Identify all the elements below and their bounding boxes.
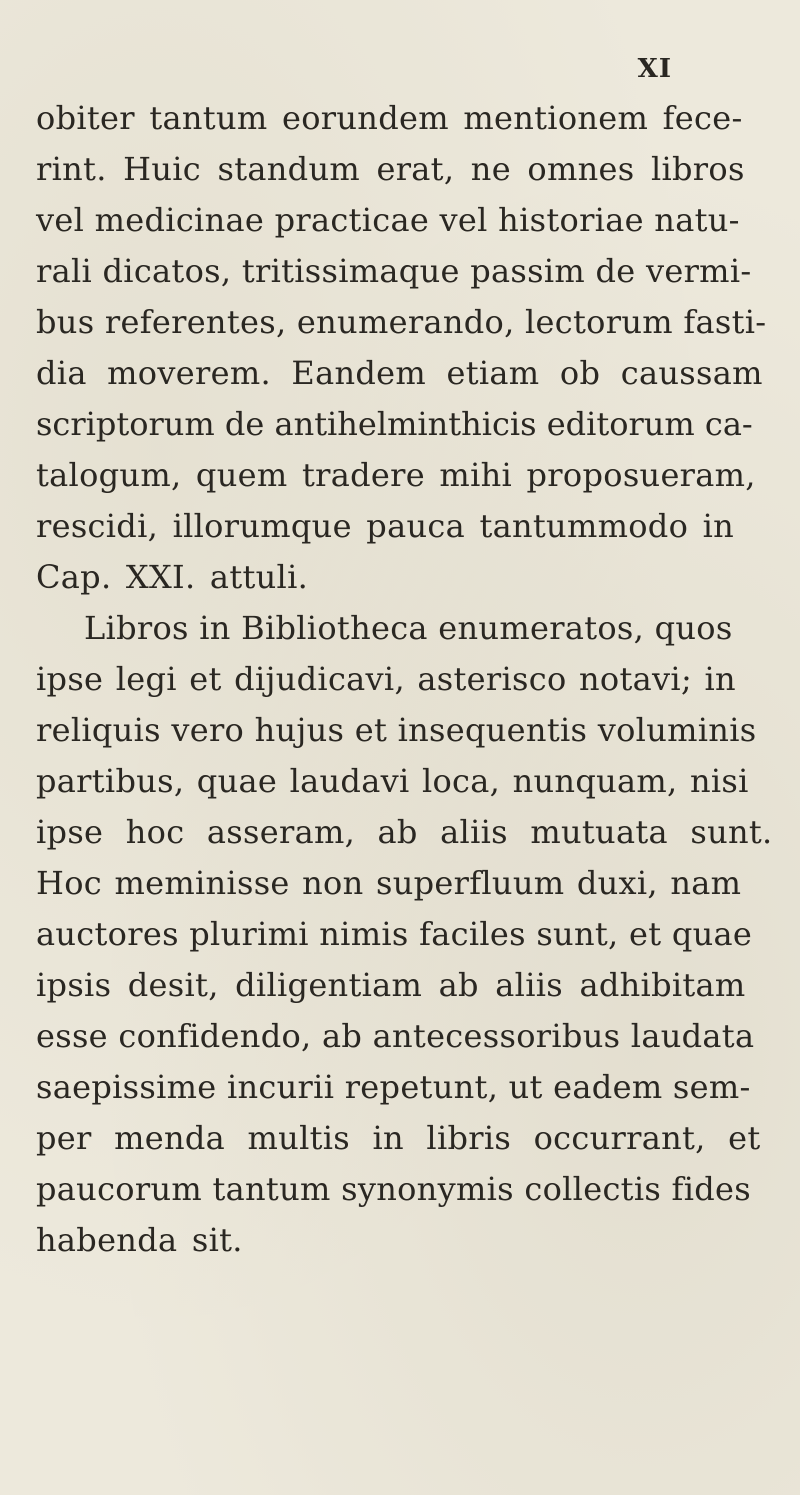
text-line: Hoc meminisse non superfluum duxi, nam: [36, 864, 742, 902]
text-line: partibus, quae laudavi loca, nunquam, nisi: [36, 762, 749, 800]
text-line: obiter tantum eorundem mentionem fece-: [36, 99, 743, 137]
text-line: rint. Huic standum erat, ne omnes libros: [36, 150, 745, 188]
text-line: paucorum tantum synonymis collectis fides: [36, 1170, 751, 1208]
text-line: vel medicinae practicae vel historiae natu-: [36, 201, 740, 239]
text-line: per menda multis in libris occurrant, et: [36, 1119, 761, 1157]
text-line: reliquis vero hujus et insequentis voluminis: [36, 711, 757, 749]
text-line: Libros in Bibliotheca enumeratos, quos: [84, 609, 733, 647]
text-line: bus referentes, enumerando, lectorum fasti-: [36, 303, 767, 341]
text-line: ipse hoc asseram, ab aliis mutuata sunt.: [36, 813, 773, 851]
text-line: talogum, quem tradere mihi proposueram,: [36, 456, 756, 494]
text-line: saepissime incurii repetunt, ut eadem sem-: [36, 1068, 751, 1106]
text-line: dia moverem. Eandem etiam ob caussam: [36, 354, 763, 392]
text-line: auctores plurimi nimis faciles sunt, et quae: [36, 915, 753, 953]
page-number: XI: [637, 54, 672, 84]
text-line: ipsis desit, diligentiam ab aliis adhibitam: [36, 966, 746, 1004]
text-line: habenda sit.: [36, 1221, 243, 1259]
text-line: ipse legi et dijudicavi, asterisco notavi; in: [36, 660, 736, 698]
text-line: esse confidendo, ab antecessoribus laudata: [36, 1017, 755, 1055]
text-line: scriptorum de antihelminthicis editorum ca-: [36, 405, 753, 443]
text-line: rali dicatos, tritissimaque passim de vermi-: [36, 252, 752, 290]
text-line: Cap. XXI. attuli.: [36, 558, 309, 596]
text-line: rescidi, illorumque pauca tantummodo in: [36, 507, 735, 545]
